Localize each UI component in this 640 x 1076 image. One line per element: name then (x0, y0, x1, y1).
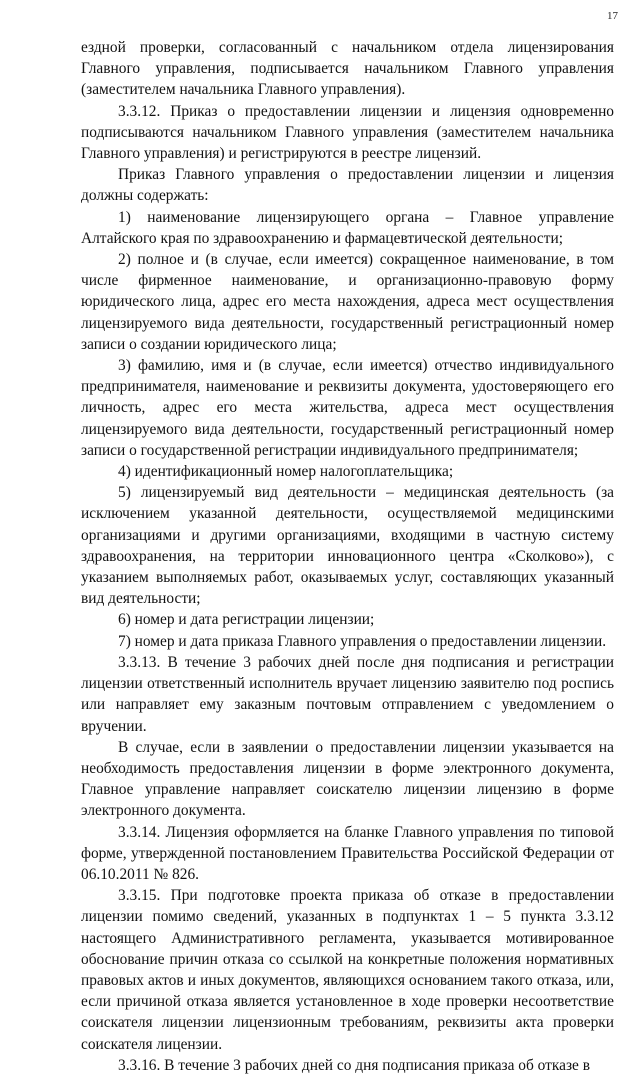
paragraph: 5) лицензируемый вид деятельности – медицинская деятельность (за исключением указанной деятельности, осуществляемой медицинскими организациями и другими организациями, входящими в частную систему здравоохранения, на территории инновационного центра «Сколково»), с указанием выполняемых работ, оказываемых услуг, составляющих указанный вид деятельности; (81, 484, 614, 608)
paragraph: 3.3.16. В течение 3 рабочих дней со дня подписания приказа об отказе в (118, 1056, 590, 1074)
paragraph: Приказ Главного управления о предоставлении лицензии и лицензия должны содержать: (81, 166, 614, 205)
paragraph: 4) идентификационный номер налогоплательщика; (118, 463, 454, 481)
paragraph: 3.3.14. Лицензия оформляется на бланке Главного управления по типовой форме, утвержденной постановлением Правительства Российской Федерации от 06.10.2011 № 826. (81, 823, 614, 883)
paragraph: 3.3.12. Приказ о предоставлении лицензии и лицензия одновременно подписываются начальником Главного управления (заместителем начальника Главного управления) и регистрируются в реестре лицензий. (81, 102, 614, 163)
paragraph: 6) номер и дата регистрации лицензии; (118, 611, 375, 629)
paragraph: 3.3.13. В течение 3 рабочих дней после дня подписания и регистрации лицензии ответственный исполнитель вручает лицензию заявителю под роспись или направляет ему заказным почтовым отправлением с уведомлением о вручении. (81, 653, 614, 735)
paragraph: В случае, если в заявлении о предоставлении лицензии указывается на необходимость предоставления лицензии в форме электронного документа, Главное управление направляет соискателю лицензии лицензию в форме электронного документа. (81, 738, 614, 820)
document-body (81, 37, 614, 1076)
paragraph: 2) полное и (в случае, если имеется) сокращенное наименование, в том числе фирменное наименование, и организационно-правовую форму юридического лица, адрес его места нахождения, адреса мест осуществления лицензируемого вида деятельности, государственный регистрационный номер записи о создании юридического лица; (81, 251, 614, 353)
paragraph: 1) наименование лицензирующего органа – Главное управление Алтайского края по здравоохранению и фармацевтической деятельности; (81, 208, 614, 247)
paragraph: 7) номер и дата приказа Главного управления о предоставлении лицензии. (118, 632, 607, 650)
paragraph: 3) фамилию, имя и (в случае, если имеется) отчество индивидуального предпринимателя, наименование и реквизиты документа, удостоверяющего его личность, адрес его места жительства, адреса мест осуществления лицензируемого вида деятельности, государственный регистрационный номер записи о государственной регистрации индивидуального предпринимателя; (81, 357, 614, 459)
paragraph: ездной проверки, согласованный с начальником отдела лицензирования Главного управления, подписывается начальником Главного управления (заместителем начальника Главного управления). (81, 39, 614, 99)
page-number: 17 (607, 10, 618, 22)
paragraph: 3.3.15. При подготовке проекта приказа об отказе в предоставлении лицензии помимо сведений, указанных в подпунктах 1 – 5 пункта 3.3.12 настоящего Административного регламента, указывается мотивированное обоснование причин отказа со ссылкой на конкретные положения нормативных правовых актов и иных документов, являющихся основанием такого отказа, или, если причиной отказа является установленное в ходе проверки несоответствие соискателя лицензии лицензионным требованиям, реквизиты акта проверки соискателя лицензии. (81, 887, 614, 1053)
